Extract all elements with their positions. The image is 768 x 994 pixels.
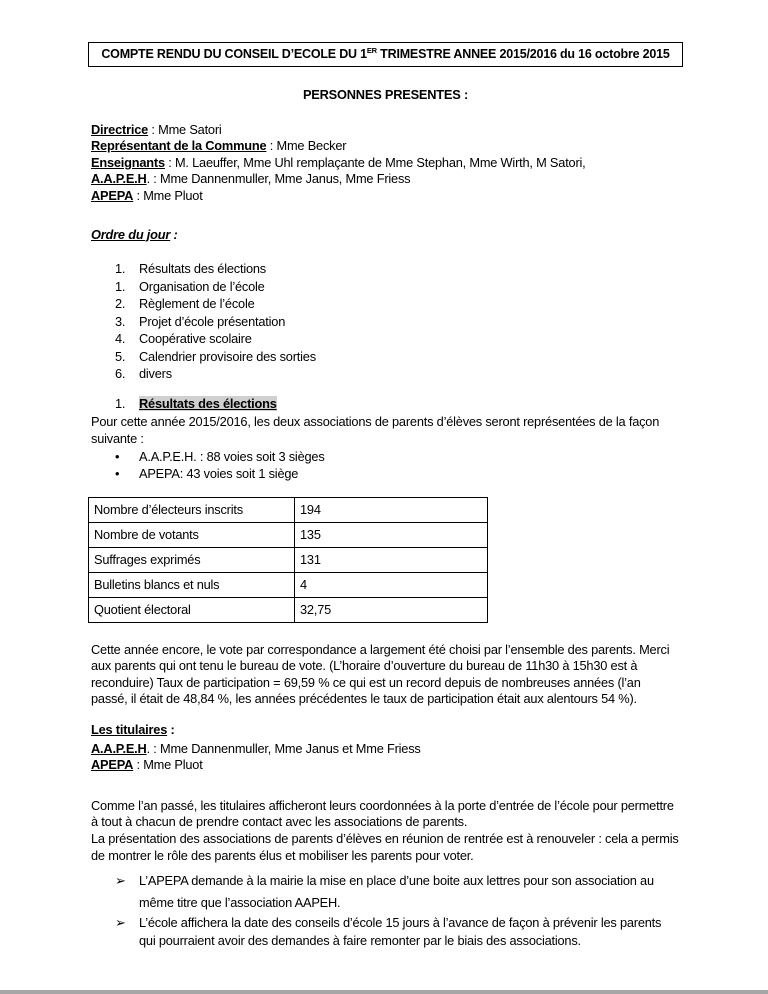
arrow-bullet-icon: ➢ [115,915,126,931]
titulaires-paragraph-2: La présentation des associations de parents d’élèves en réunion de rentrée est à renouveler : cela a permis de montrer le rôle des parents élus et mobiliser les parents pour voter. [91,830,679,863]
titulaire-names: Mme Dannenmuller, Mme Janus et Mme Friess [160,740,421,756]
bullet-icon: • [115,449,120,465]
titulaire-separator: : [133,757,144,773]
agenda-item-text: Calendrier provisoire des sorties [139,348,316,364]
report-title-box [88,42,683,67]
agenda-heading: Ordre du jour [91,226,171,242]
agenda-item [115,330,680,348]
titulaires-heading-line [91,722,680,739]
titulaire-separator: . : [146,740,160,756]
agenda-item [115,313,680,331]
agenda-item-text: divers [139,366,172,382]
agenda-item-number: 1. [115,278,126,294]
section-1-title-wrap [139,396,680,413]
agenda-item-text: Projet d’école présentation [139,313,286,329]
table-cell-value: 32,75 [295,597,488,622]
bullet-icon: • [115,466,120,482]
table-cell-label: Quotient électoral [89,597,295,622]
attendee-separator: : [164,154,175,170]
table-cell-value: 135 [295,522,488,547]
agenda-item-number: 6. [115,366,126,382]
attendee-line [91,138,680,155]
attendee-names: Mme Pluot [143,187,203,203]
attendee-names: Mme Dannenmuller, Mme Janus, Mme Friess [160,171,411,187]
titulaire-role-label: A.A.P.E.H [91,740,147,756]
action-item-list [115,870,680,949]
attendee-separator: : [133,187,144,203]
personnes-presentes-heading: PERSONNES PRESENTES : [302,87,469,102]
action-item [115,914,680,949]
attendee-role-label: Directrice [91,121,149,137]
table-row [89,522,488,547]
vote-result-bullet [115,449,680,466]
attendee-line [91,188,680,205]
table-row [89,547,488,572]
titulaire-line [91,741,680,758]
titulaires-list [91,741,680,774]
table-cell-label: Suffrages exprimés [89,547,295,572]
titulaires-heading-colon: : [167,722,175,737]
attendee-role-label: Représentant de la Commune [91,138,267,154]
section-1-heading [115,396,680,413]
titulaires-heading: Les titulaires [91,722,168,737]
agenda-item [115,278,680,296]
attendee-role-label: APEPA [91,187,134,203]
attendee-names: Mme Satori [158,121,222,137]
agenda-item-text: Coopérative scolaire [139,331,252,347]
table-cell-value: 131 [295,547,488,572]
agenda-item-text: Résultats des élections [139,261,266,277]
section-1-title: Résultats des élections [139,395,277,411]
vote-result-list [115,449,680,482]
table-row [89,497,488,522]
attendee-names: Mme Becker [276,138,347,154]
attendee-line [91,155,680,172]
titulaires-paragraph-1: Comme l’an passé, les titulaires afficheront leurs coordonnées à la porte d’entrée de l’école pour permettre à tout à chacun de prendre contact avec les associations de parents. [91,797,674,830]
table-row [89,597,488,622]
agenda-item-text: Organisation de l’école [139,278,265,294]
action-item-text: L’école affichera la date des conseils d’école 15 jours à l’avance de façon à prévenir les parents qui pourraient avoir des demandes à faire remonter par le biais des associations. [139,915,662,948]
titulaire-role-label: APEPA [91,757,134,773]
arrow-bullet-icon: ➢ [115,873,126,889]
report-title-part2: TRIMESTRE ANNEE 2015/2016 du 16 octobre 2015 [376,47,670,61]
report-title [101,47,669,61]
attendee-role-label: Enseignants [91,154,165,170]
election-figures-table [88,497,488,623]
attendee-separator: . : [146,171,160,187]
report-title-superscript: ER [366,45,377,55]
table-cell-label: Nombre de votants [89,522,295,547]
action-item-text: L’APEPA demande à la mairie la mise en place d’une boite aux lettres pour son association au même titre que l’association AAPEH. [139,873,654,911]
titulaire-line [91,757,680,774]
table-cell-label: Bulletins blancs et nuls [89,572,295,597]
agenda-item-number: 3. [115,313,126,329]
titulaire-names: Mme Pluot [143,757,203,773]
table-cell-label: Nombre d’électeurs inscrits [89,497,295,522]
attendee-line [91,171,680,188]
agenda-item-number: 1. [115,261,126,277]
section-1-number: 1. [115,395,126,411]
vote-result-text: A.A.P.E.H. : 88 voies soit 3 sièges [139,449,325,465]
attendees-list [91,122,680,205]
report-title-part1: COMPTE RENDU DU CONSEIL D’ECOLE DU 1 [101,47,367,61]
attendee-line [91,122,680,139]
agenda-item-number: 4. [115,331,126,347]
agenda-item-number: 2. [115,296,126,312]
agenda-item [115,348,680,366]
table-cell-value: 4 [295,572,488,597]
titulaires-paragraphs [91,798,680,864]
section-1-intro: Pour cette année 2015/2016, les deux associations de parents d’élèves seront représentées de la façon suivante : [91,414,660,446]
attendee-separator: : [148,121,159,137]
table-row [89,572,488,597]
agenda-item [115,365,680,383]
attendee-names: M. Laeuffer, Mme Uhl remplaçante de Mme Stephan, Mme Wirth, M Satori, [174,154,586,170]
agenda-item [115,260,680,278]
agenda-heading-line [91,227,680,244]
attendee-role-label: A.A.P.E.H [91,171,147,187]
agenda-heading-colon: : [170,226,178,242]
agenda-item-number: 5. [115,348,126,364]
action-item [115,870,680,914]
attendee-separator: : [266,138,277,154]
participation-paragraph: Cette année encore, le vote par correspondance a largement été choisi par l’ensemble des parents. Merci aux parents qui ont tenu le bureau de vote. (L’horaire d’ouverture du bureau de 11h30 à 15h30 est à reconduire) Taux de participation = 69,59 % ce qui est un record depuis de nombreuses années (l’an passé, il était de 48,84 %, les années précédentes le taux de participation était aux alentours 54 %). [91,641,670,707]
agenda-item-text: Règlement de l’école [139,296,255,312]
agenda-item [115,295,680,313]
vote-result-text: APEPA: 43 voies soit 1 siège [139,466,299,482]
vote-result-bullet [115,466,680,483]
table-cell-value: 194 [295,497,488,522]
agenda-list [115,260,680,383]
